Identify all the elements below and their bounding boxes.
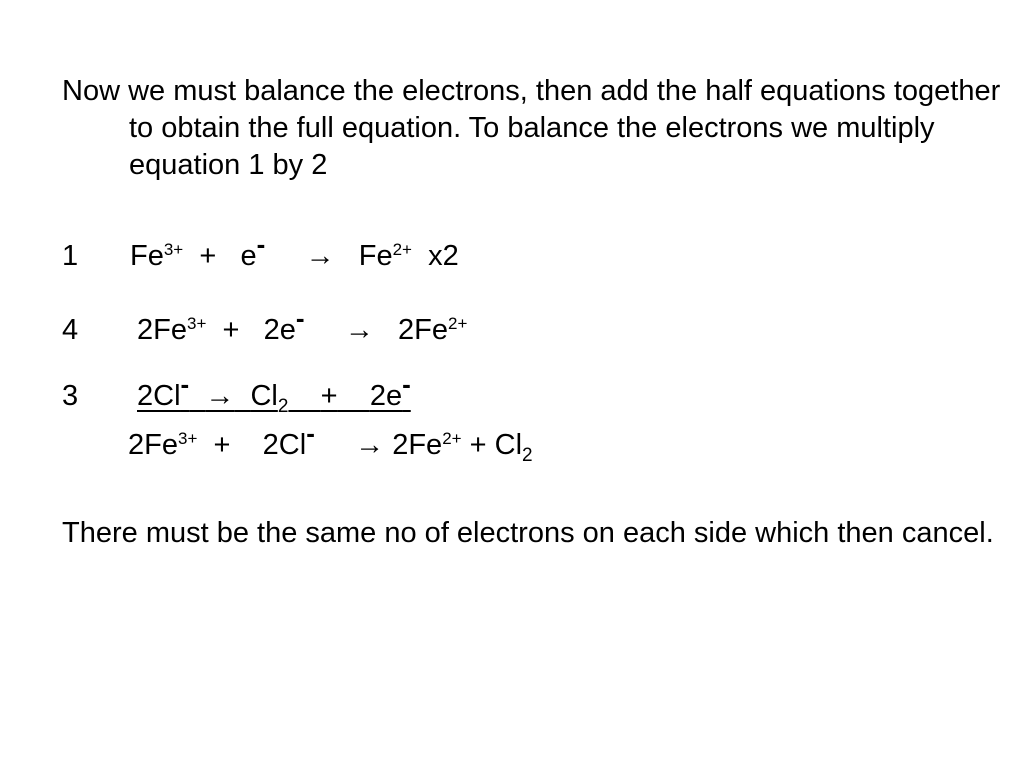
arrow: →	[205, 380, 235, 412]
plus-sign: +	[469, 429, 487, 461]
equation-number-3: 3	[62, 380, 79, 412]
electron: e	[240, 240, 257, 272]
reactant-chloride: 2Cl	[262, 429, 307, 461]
electron-charge: -	[295, 303, 305, 333]
charge: 2+	[448, 314, 468, 333]
product-iron: 2Fe	[398, 314, 448, 346]
product-iron: 2Fe	[392, 429, 443, 461]
reactant-iron: 2Fe	[128, 429, 178, 461]
chloride-charge: -	[306, 418, 315, 448]
reactant-iron: 2Fe	[137, 314, 187, 346]
arrow: →	[355, 429, 385, 461]
plus-sign: +	[213, 429, 231, 461]
charge: 2+	[392, 240, 412, 259]
electron-charge: -	[256, 229, 266, 259]
product-iron: Fe	[358, 240, 393, 272]
intro-paragraph: Now we must balance the electrons, then add the half equations together to obtain the full equation. To balance the electrons we multiply equation 1 by 2	[62, 75, 1001, 181]
plus-sign: +	[222, 314, 240, 346]
full-equation	[128, 418, 533, 466]
reactant-iron: Fe	[130, 240, 164, 272]
arrow: →	[344, 314, 374, 346]
equation-number-4: 4	[62, 314, 79, 346]
conclusion-paragraph: There must be the same no of electrons on each side which then cancel.	[62, 517, 994, 549]
charge: 2+	[442, 429, 462, 448]
plus-sign: +	[199, 240, 217, 272]
half-equation-4	[137, 303, 468, 348]
plus-sign: +	[320, 380, 338, 412]
reactant-chloride: 2Cl	[137, 380, 181, 412]
electron-charge: -	[402, 369, 411, 399]
subscript: 2	[277, 396, 289, 417]
half-equation-3	[137, 369, 411, 417]
subscript: 2	[522, 445, 533, 466]
arrow: →	[305, 240, 335, 272]
product-chlorine: Cl	[250, 380, 278, 412]
half-equation-1	[130, 229, 459, 274]
product-chlorine: Cl	[494, 429, 523, 461]
charge: 3+	[163, 240, 184, 259]
charge: 3+	[186, 314, 207, 333]
multiplier: x2	[428, 240, 459, 272]
electrons: 2e	[263, 314, 296, 346]
electrons: 2e	[369, 380, 403, 412]
charge: 3+	[177, 429, 198, 448]
chloride-charge: -	[180, 369, 190, 399]
equation-number-1: 1	[62, 240, 79, 272]
